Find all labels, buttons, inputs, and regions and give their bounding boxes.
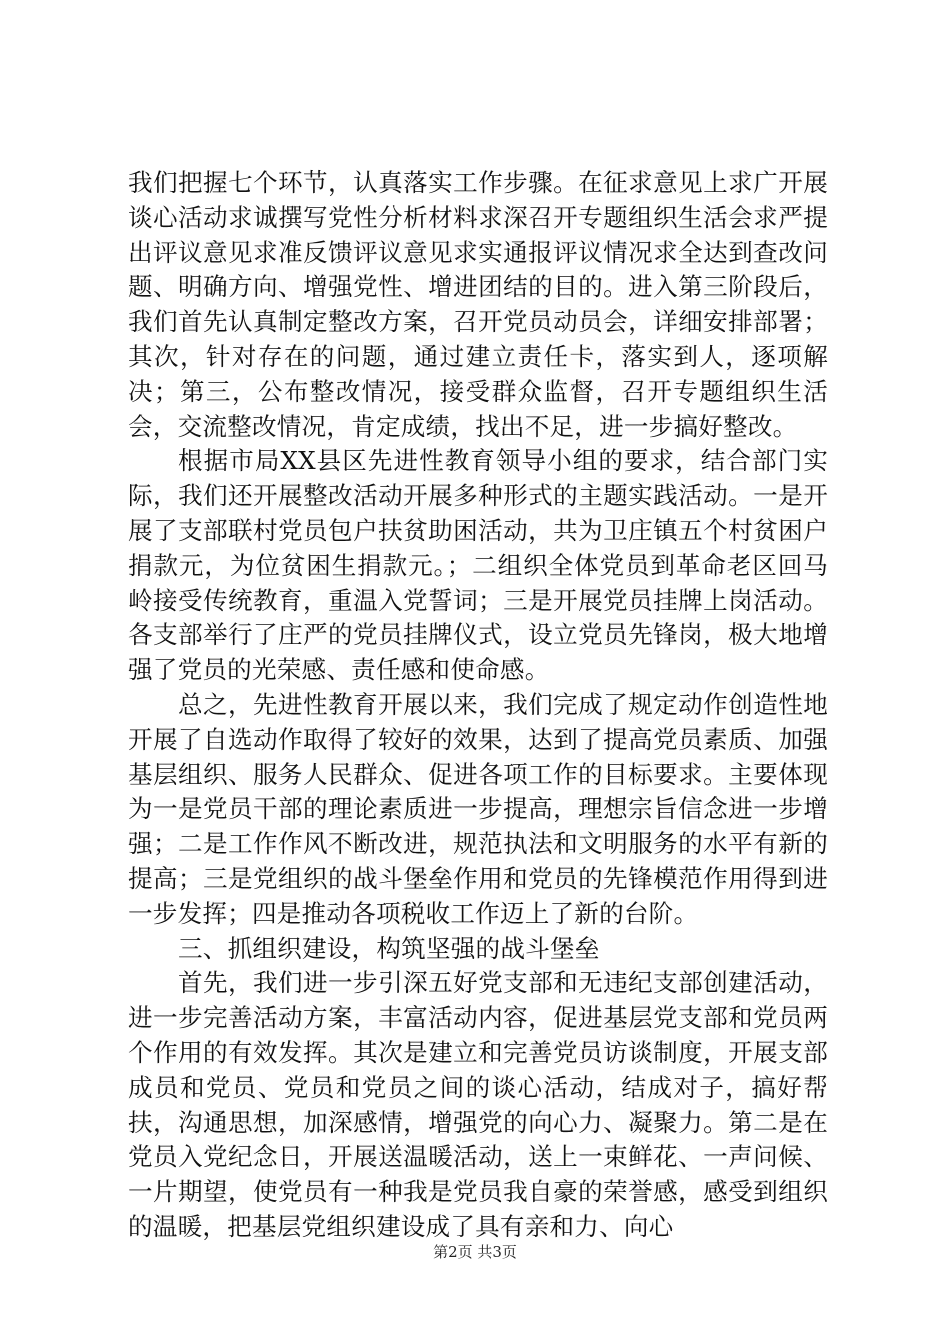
page-number-footer: 第2页 共3页 <box>433 1243 517 1261</box>
paragraph-4: 首先，我们进一步引深五好党支部和无违纪支部创建活动，进一步完善活动方案，丰富活动内容，促进基层党支部和党员两个作用的有效发挥。其次是建立和完善党员访谈制度，开展支部成员和党员、党员和党员之间的谈心活动，结成对子，搞好帮扶，沟通思想，加深感情，增强党的向心力、凝聚力。第二是在党员入党纪念日，开展送温暖活动，送上一束鲜花、一声问候、一片期望，使党员有一种我是党员我自豪的荣誉感，感受到组织的温暖，把基层党组织建设成了具有亲和力、向心 <box>128 968 828 1241</box>
document-body <box>128 166 828 1245</box>
paragraph-2: 根据市局XX县区先进性教育领导小组的要求，结合部门实际，我们还开展整改活动开展多种形式的主题实践活动。一是开展了支部联村党员包户扶贫助困活动，共为卫庄镇五个村贫困户捐款元，为位贫困生捐款元。；二组织全体党员到革命老区回马岭接受传统教育，重温入党誓词；三是开展党员挂牌上岗活动。各支部举行了庄严的党员挂牌仪式，设立党员先锋岗，极大地增强了党员的光荣感、责任感和使命感。 <box>128 446 828 685</box>
paragraph-1: 我们把握七个环节，认真落实工作步骤。在征求意见上求广开展谈心活动求诚撰写党性分析材料求深召开专题组织生活会求严提出评议意见求准反馈评议意见求实通报评议情况求全达到查改问题、明确方向、增强党性、增进团结的目的。进入第三阶段后，我们首先认真制定整改方案，召开党员动员会，详细安排部署；其次，针对存在的问题，通过建立责任卡，落实到人，逐项解决；第三，公布整改情况，接受群众监督，召开专题组织生活会，交流整改情况，肯定成绩，找出不足，进一步搞好整改。 <box>128 168 828 441</box>
paragraph-3: 总之，先进性教育开展以来，我们完成了规定动作创造性地开展了自选动作取得了较好的效果，达到了提高党员素质、加强基层组织、服务人民群众、促进各项工作的目标要求。主要体现为一是党员干部的理论素质进一步提高，理想宗旨信念进一步增强；二是工作作风不断改进，规范执法和文明服务的水平有新的提高；三是党组织的战斗堡垒作用和党员的先锋模范作用得到进一步发挥；四是推动各项税收工作迈上了新的台阶。 <box>128 689 828 928</box>
section-heading: 三、抓组织建设，构筑坚强的战斗堡垒 <box>178 933 600 963</box>
